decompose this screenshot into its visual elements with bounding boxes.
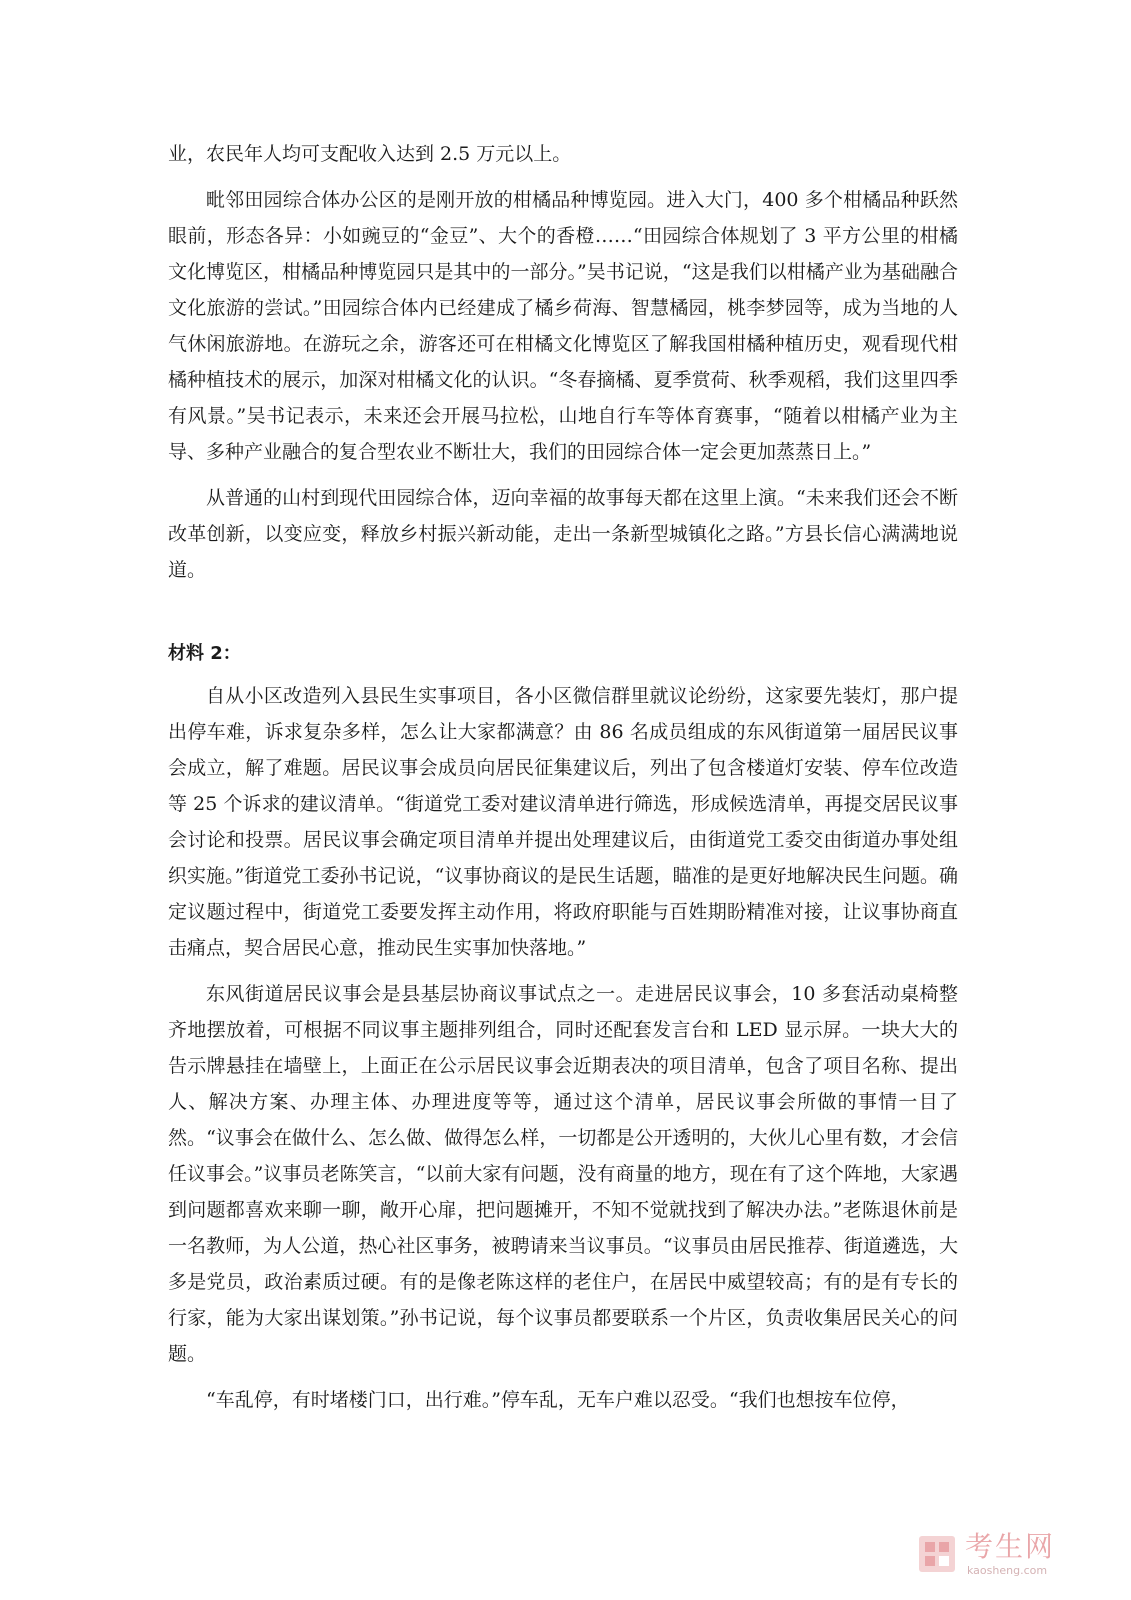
paragraph-council-founding: 自从小区改造列入县民生实事项目，各小区微信群里就议论纷纷，这家要先装灯，那户提出停车难，诉求复杂多样，怎么让大家都满意？由 86 名成员组成的东风街道第一届居民议事会成立，解了难题。居民议事会成员向居民征集建议后，列出了包含楼道灯安装、停车位改造等 25 个诉求的建议清单。“街道党工委对建议清单进行筛选，形成候选清单，再提交居民议事会讨论和投票。居民议事会确定项目清单并提出处理建议后，由街道党工委交由街道办事处组织实施。”街道党工委孙书记说，“议事协商议的是民生话题，瞄准的是更好地解决民生问题。确定议题过程中，街道党工委要发挥主动作用，将政府职能与百姓期盼精准对接，让议事协商直击痛点，契合居民心意，推动民生实事加快落地。”	[168, 685, 958, 959]
section-heading-material-2: 材料 2：	[168, 643, 241, 664]
watermark-title: 考生网	[965, 1530, 1056, 1563]
kaosheng-logo-icon	[917, 1534, 957, 1574]
paragraph-continued: 业，农民年人均可支配收入达到 2.5 万元以上。	[168, 143, 572, 165]
paragraph-citrus-expo: 毗邻田园综合体办公区的是刚开放的柑橘品种博览园。进入大门，400 多个柑橘品种跃然眼前，形态各异：小如豌豆的“金豆”、大个的香橙……“田园综合体规划了 3 平方公里的柑橘文化博览区，柑橘品种博览园只是其中的一部分。”吴书记说，“这是我们以柑橘产业为基础融合文化旅游的尝试。”田园综合体内已经建成了橘乡荷海、智慧橘园，桃李梦园等，成为当地的人气休闲旅游地。在游玩之余，游客还可在柑橘文化博览区了解我国柑橘种植历史，观看现代柑橘种植技术的展示，加深对柑橘文化的认识。“冬春摘橘、夏季赏荷、秋季观稻，我们这里四季有风景。”吴书记表示，未来还会开展马拉松，山地自行车等体育赛事，“随着以柑橘产业为主导、多种产业融合的复合型农业不断壮大，我们的田园综合体一定会更加蒸蒸日上。”	[168, 189, 958, 463]
paragraph-village-story: 从普通的山村到现代田园综合体，迈向幸福的故事每天都在这里上演。“未来我们还会不断改革创新，以变应变，释放乡村振兴新动能，走出一条新型城镇化之路。”方县长信心满满地说道。	[168, 487, 958, 581]
watermark	[917, 1530, 1087, 1582]
paragraph-council-pilot: 东风街道居民议事会是县基层协商议事试点之一。走进居民议事会，10 多套活动桌椅整齐地摆放着，可根据不同议事主题排列组合，同时还配套发言台和 LED 显示屏。一块大大的告示牌悬挂在墙壁上，上面正在公示居民议事会近期表决的项目清单，包含了项目名称、提出人、解决方案、办理主体、办理进度等等，通过这个清单，居民议事会所做的事情一目了然。“议事会在做什么、怎么做、做得怎么样，一切都是公开透明的，大伙儿心里有数，才会信任议事会。”议事员老陈笑言，“以前大家有问题，没有商量的地方，现在有了这个阵地，大家遇到问题都喜欢来聊一聊，敞开心扉，把问题摊开，不知不觉就找到了解决办法。”老陈退休前是一名教师，为人公道，热心社区事务，被聘请来当议事员。“议事员由居民推荐、街道遴选，大多是党员，政治素质过硬。有的是像老陈这样的老住户，在居民中威望较高；有的是有专长的行家，能为大家出谋划策。”孙书记说，每个议事员都要联系一个片区，负责收集居民关心的问题。	[168, 983, 958, 1365]
document-page	[168, 136, 958, 1428]
paragraph-parking: “车乱停，有时堵楼门口，出行难。”停车乱，无车户难以忍受。“我们也想按车位停，	[206, 1389, 910, 1411]
watermark-url: kaosheng.com	[967, 1564, 1048, 1577]
